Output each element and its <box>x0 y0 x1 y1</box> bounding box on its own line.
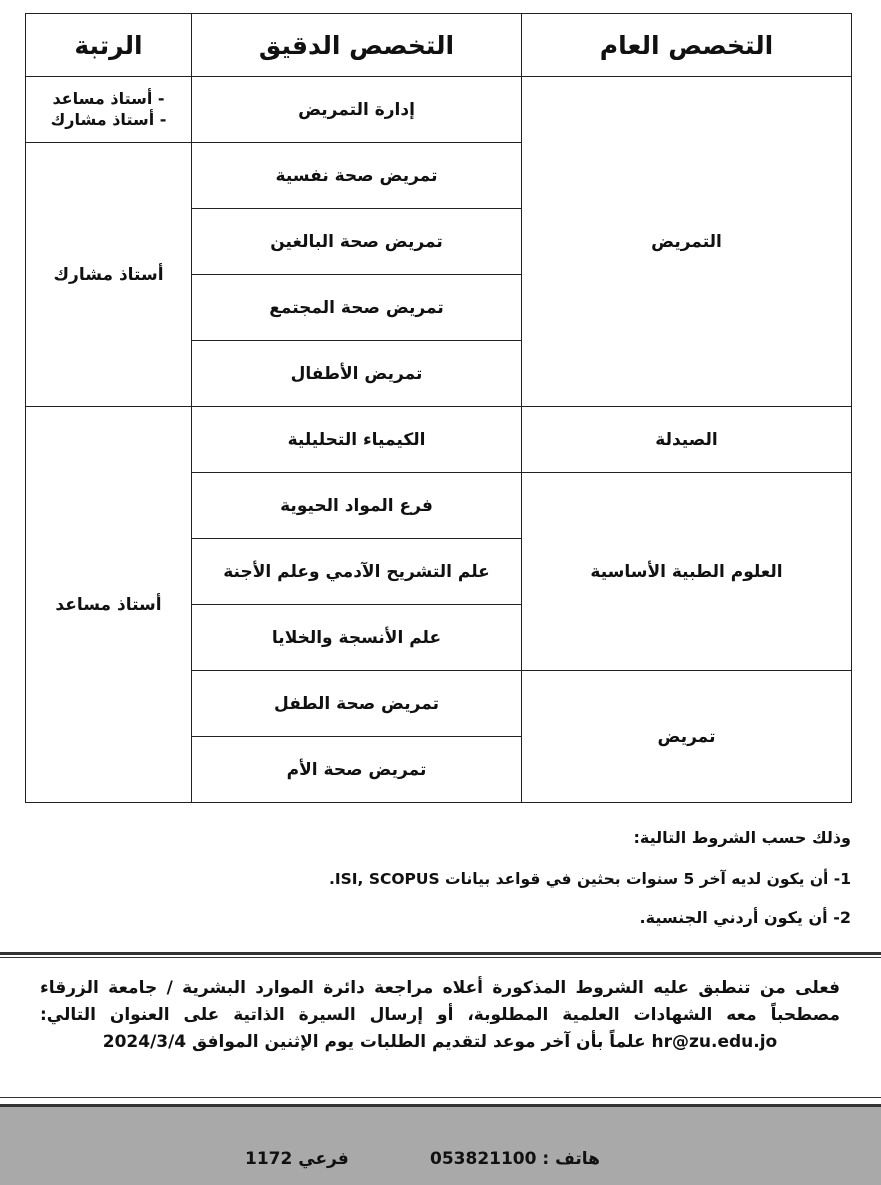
condition-item: 1- أن يكون لديه آخر 5 سنوات بحثين في قواعد بيانات ISI, SCOPUS. <box>328 870 851 888</box>
rank-cell: أستاذ مشارك <box>26 143 192 407</box>
condition-item: 2- أن يكون أردني الجنسية. <box>639 908 851 927</box>
extension-number: فرعي 1172 <box>245 1149 349 1169</box>
header-specialty: التخصص الدقيق <box>192 14 522 77</box>
contact-footer <box>0 1104 881 1185</box>
positions-table <box>25 13 852 803</box>
specialty-cell: تمريض صحة البالغين <box>192 209 522 275</box>
specialty-cell: علم التشريح الآدمي وعلم الأجنة <box>192 539 522 605</box>
specialty-cell: تمريض صحة الأم <box>192 737 522 803</box>
table-header-row <box>26 14 852 77</box>
specialty-cell: تمريض صحة نفسية <box>192 143 522 209</box>
general-nursing-2: تمريض <box>522 671 852 803</box>
general-nursing: التمريض <box>522 77 852 407</box>
specialty-cell: علم الأنسجة والخلايا <box>192 605 522 671</box>
table-row <box>26 77 852 143</box>
specialty-cell: فرع المواد الحيوية <box>192 473 522 539</box>
rank-cell <box>26 77 192 143</box>
specialty-cell: الكيمياء التحليلية <box>192 407 522 473</box>
general-basic-medical: العلوم الطبية الأساسية <box>522 473 852 671</box>
general-pharmacy: الصيدلة <box>522 407 852 473</box>
specialty-cell: تمريض الأطفال <box>192 341 522 407</box>
specialty-cell: تمريض صحة الطفل <box>192 671 522 737</box>
application-notice: فعلى من تنطبق عليه الشروط المذكورة أعلاه مراجعة دائرة الموارد البشرية / جامعة الزرقاء مصطحباً معه الشهادات العلمية المطلوبة، أو إرسال السيرة الذاتية على العنوان التالي: hr@zu.edu.jo علماً بأن آخر موعد لتقديم الطلبات يوم الإثنين الموافق 2024/3/4 <box>40 978 840 1052</box>
header-rank: الرتبة <box>26 14 192 77</box>
divider <box>0 952 881 958</box>
divider <box>0 1097 881 1098</box>
phone-number: هاتف : 053821100 <box>430 1149 600 1169</box>
rank-line: - أستاذ مشارك <box>50 109 167 129</box>
table-row <box>26 407 852 473</box>
rank-line: - أستاذ مساعد <box>52 88 165 108</box>
specialty-cell: إدارة التمريض <box>192 77 522 143</box>
rank-cell: أستاذ مساعد <box>26 407 192 803</box>
header-general: التخصص العام <box>522 14 852 77</box>
conditions-intro: وذلك حسب الشروط التالية: <box>633 828 851 847</box>
specialty-cell: تمريض صحة المجتمع <box>192 275 522 341</box>
